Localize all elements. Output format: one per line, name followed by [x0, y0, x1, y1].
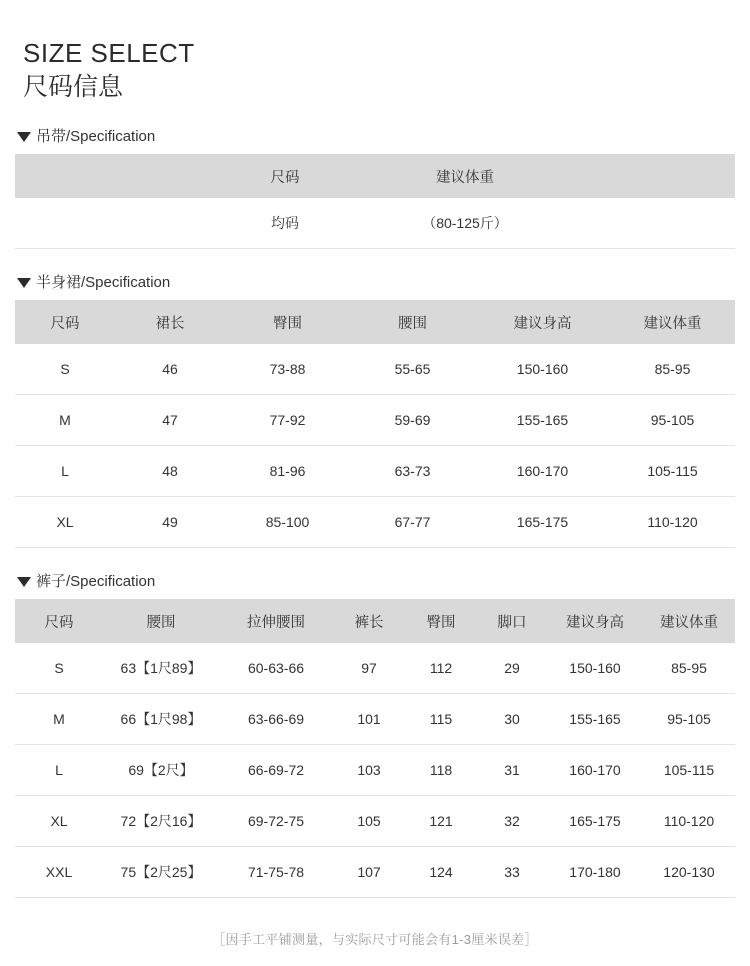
table-cell: 105: [333, 796, 405, 847]
table-header-cell: 裤长: [333, 599, 405, 643]
table-header-row: [15, 300, 735, 344]
table-cell: M: [15, 694, 103, 745]
table-row: [15, 745, 735, 796]
table-cell: S: [15, 344, 115, 395]
triangle-down-icon: [17, 278, 31, 288]
section-heading-pants: [15, 570, 735, 591]
table-cell: 30: [477, 694, 547, 745]
table-cell: 101: [333, 694, 405, 745]
table-cell: 63-66-69: [219, 694, 333, 745]
table-cell: 31: [477, 745, 547, 796]
table-cell: 32: [477, 796, 547, 847]
table-cell: 85-95: [643, 643, 735, 694]
section-cami: [15, 125, 735, 249]
table-cell: 49: [115, 497, 225, 548]
section-pants: [15, 570, 735, 898]
table-cell: 47: [115, 395, 225, 446]
table-cell: 105-115: [643, 745, 735, 796]
table-cell: 55-65: [350, 344, 475, 395]
table-header-cell: 建议体重: [610, 300, 735, 344]
table-cell: 103: [333, 745, 405, 796]
table-cell: 46: [115, 344, 225, 395]
table-header-cell: 建议体重: [643, 599, 735, 643]
table-cell: 160-170: [547, 745, 643, 796]
table-cell: 118: [405, 745, 477, 796]
section-heading-skirt-label: 半身裙/Specification: [36, 274, 171, 292]
table-header-cell: 尺码: [15, 300, 115, 344]
table-header-row: [15, 599, 735, 643]
measurement-disclaimer: ［因手工平铺测量，与实际尺寸可能会有1-3厘米误差］: [212, 932, 538, 947]
table-cell: 121: [405, 796, 477, 847]
table-cell: 150-160: [475, 344, 610, 395]
table-header-cell: 建议身高: [547, 599, 643, 643]
table-cell: [555, 198, 735, 249]
section-heading-cami: [15, 125, 735, 146]
table-cell: 48: [115, 446, 225, 497]
table-cell: 120-130: [643, 847, 735, 898]
table-cell: 73-88: [225, 344, 350, 395]
section-skirt: [15, 271, 735, 548]
triangle-down-icon: [17, 132, 31, 142]
table-cell: 112: [405, 643, 477, 694]
table-cell: 150-160: [547, 643, 643, 694]
table-cell: 63【1尺89】: [103, 643, 219, 694]
table-cell: 165-175: [475, 497, 610, 548]
table-cell: 95-105: [610, 395, 735, 446]
table-cell: 110-120: [610, 497, 735, 548]
table-cell: 77-92: [225, 395, 350, 446]
table-cell: 165-175: [547, 796, 643, 847]
table-cell: S: [15, 643, 103, 694]
table-header-cell: 建议体重: [375, 154, 555, 198]
table-cell: 67-77: [350, 497, 475, 548]
table-cell: 75【2尺25】: [103, 847, 219, 898]
table-cell: XL: [15, 497, 115, 548]
table-cell: XXL: [15, 847, 103, 898]
table-header-cell: 尺码: [195, 154, 375, 198]
table-header-cell: 臀围: [225, 300, 350, 344]
table-cell: 155-165: [475, 395, 610, 446]
table-cell: 81-96: [225, 446, 350, 497]
table-cell: 115: [405, 694, 477, 745]
size-table-pants: [15, 599, 735, 898]
table-row: [15, 395, 735, 446]
section-heading-pants-label: 裤子/Specification: [36, 573, 156, 591]
size-table-skirt: [15, 300, 735, 548]
table-cell: [15, 198, 195, 249]
size-table-cami: [15, 154, 735, 249]
section-heading-cami-label: 吊带/Specification: [36, 128, 156, 146]
table-header-cell: 裙长: [115, 300, 225, 344]
table-header-cell: 尺码: [15, 599, 103, 643]
table-cell: 59-69: [350, 395, 475, 446]
table-row: [15, 344, 735, 395]
table-cell: XL: [15, 796, 103, 847]
table-cell: 71-75-78: [219, 847, 333, 898]
title-chinese: 尺码信息: [23, 72, 124, 101]
table-header-cell: 臀围: [405, 599, 477, 643]
table-cell: 60-63-66: [219, 643, 333, 694]
table-cell: L: [15, 446, 115, 497]
table-header-cell: 腰围: [350, 300, 475, 344]
triangle-down-icon: [17, 577, 31, 587]
table-cell: 33: [477, 847, 547, 898]
table-header-cell: 腰围: [103, 599, 219, 643]
table-cell: 69【2尺】: [103, 745, 219, 796]
table-header-cell: 拉伸腰围: [219, 599, 333, 643]
table-header-cell: [555, 154, 735, 198]
table-row: [15, 694, 735, 745]
table-cell: 105-115: [610, 446, 735, 497]
page-title: [15, 0, 735, 103]
section-heading-skirt: [15, 271, 735, 292]
table-cell: 124: [405, 847, 477, 898]
title-english: SIZE SELECT: [23, 38, 195, 68]
table-cell: 110-120: [643, 796, 735, 847]
table-cell: 97: [333, 643, 405, 694]
table-cell: M: [15, 395, 115, 446]
table-cell: 66-69-72: [219, 745, 333, 796]
table-cell: 170-180: [547, 847, 643, 898]
table-cell: L: [15, 745, 103, 796]
table-row: [15, 198, 735, 249]
table-cell: 72【2尺16】: [103, 796, 219, 847]
table-cell: 107: [333, 847, 405, 898]
table-header-cell: [15, 154, 195, 198]
table-cell: （80-125斤）: [375, 198, 555, 249]
table-row: [15, 847, 735, 898]
table-row: [15, 446, 735, 497]
table-header-row: [15, 154, 735, 198]
table-header-cell: 建议身高: [475, 300, 610, 344]
table-cell: 29: [477, 643, 547, 694]
table-row: [15, 497, 735, 548]
table-cell: 160-170: [475, 446, 610, 497]
table-cell: 95-105: [643, 694, 735, 745]
table-cell: 63-73: [350, 446, 475, 497]
table-cell: 155-165: [547, 694, 643, 745]
table-header-cell: 脚口: [477, 599, 547, 643]
table-cell: 均码: [195, 198, 375, 249]
table-cell: 66【1尺98】: [103, 694, 219, 745]
table-cell: 69-72-75: [219, 796, 333, 847]
table-row: [15, 796, 735, 847]
table-row: [15, 643, 735, 694]
table-cell: 85-95: [610, 344, 735, 395]
table-cell: 85-100: [225, 497, 350, 548]
